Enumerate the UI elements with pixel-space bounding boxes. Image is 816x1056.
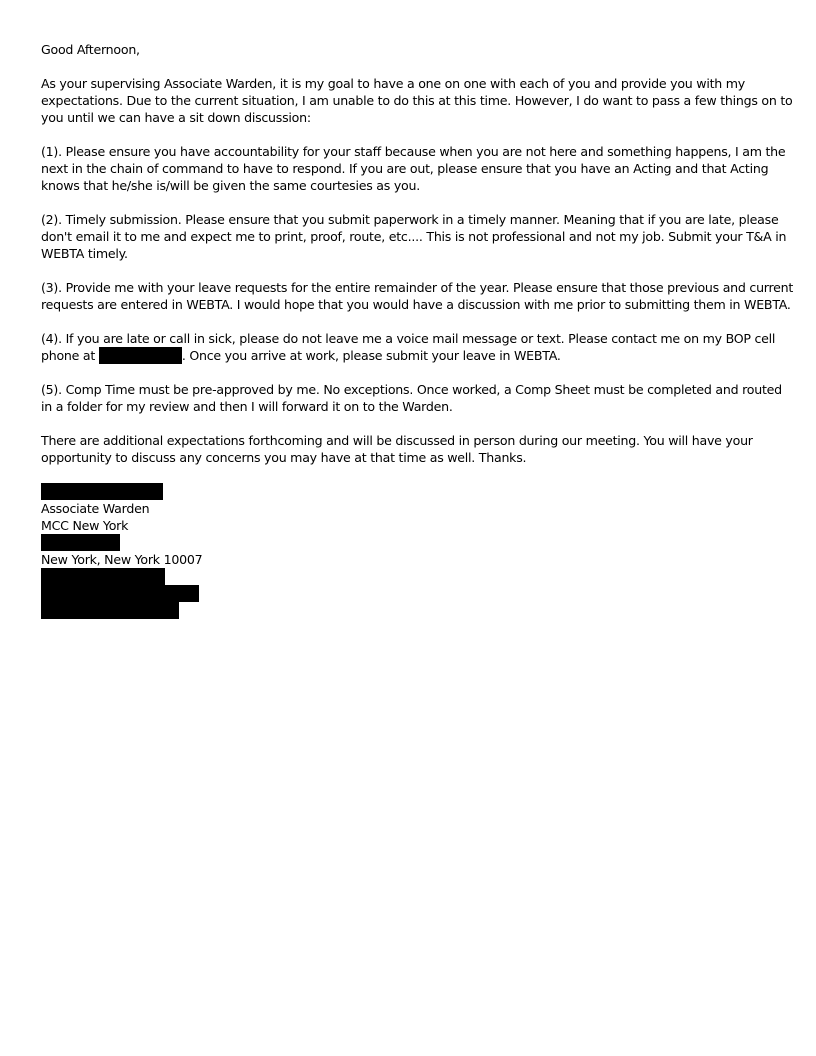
redacted-sender-name	[41, 483, 163, 500]
item-5-line: in a folder for my review and then I will forward it on to the Warden.	[41, 399, 453, 414]
signature-block	[41, 483, 776, 619]
intro-paragraph	[41, 75, 793, 126]
item-5-paragraph	[41, 381, 782, 415]
item-3-paragraph	[41, 279, 794, 313]
closing-line: opportunity to discuss any concerns you may have at that time as well. Thanks.	[41, 450, 527, 465]
item-4-paragraph	[41, 330, 776, 364]
greeting: Good Afternoon,	[41, 42, 140, 57]
redacted-contact-line-3	[41, 602, 179, 619]
closing-line: There are additional expectations forthcoming and will be discussed in person during our meeting. You will have your	[41, 433, 753, 448]
item-3-line: requests are entered in WEBTA. I would hope that you would have a discussion with me prior to submitting them in WEBTA.	[41, 297, 791, 312]
redacted-contact-line-2	[41, 585, 199, 602]
intro-line: expectations. Due to the current situation, I am unable to do this at this time. However, I do want to pass a few things on to	[41, 93, 793, 108]
item-2-line: don't email it to me and expect me to print, proof, route, etc.... This is not professional and not my job. Submit your T&A in	[41, 229, 787, 244]
item-4-line: (4). If you are late or call in sick, please do not leave me a voice mail message or text. Please contact me on my BOP cell	[41, 331, 776, 346]
item-5-line: (5). Comp Time must be pre-approved by me. No exceptions. Once worked, a Comp Sheet must be completed and routed	[41, 382, 782, 397]
closing-paragraph	[41, 432, 776, 466]
signature-facility: MCC New York	[41, 518, 129, 533]
item-2-line: (2). Timely submission. Please ensure that you submit paperwork in a timely manner. Meaning that if you are late, please	[41, 212, 779, 227]
signature-city: New York, New York 10007	[41, 552, 203, 567]
item-1-line: knows that he/she is/will be given the same courtesies as you.	[41, 178, 420, 193]
item-1-line: next in the chain of command to have to respond. If you are out, please ensure that you have an Acting and that Acting	[41, 161, 769, 176]
redacted-contact-line-1	[41, 568, 165, 585]
item-1-paragraph	[41, 143, 786, 194]
item-2-line: WEBTA timely.	[41, 246, 128, 261]
redacted-phone-number	[99, 347, 182, 364]
item-4-line-rest: . Once you arrive at work, please submit your leave in WEBTA.	[181, 348, 561, 363]
redacted-street-address	[41, 534, 120, 551]
signature-title: Associate Warden	[41, 501, 150, 516]
email-body	[41, 41, 794, 619]
item-3-line: (3). Provide me with your leave requests for the entire remainder of the year. Please ensure that those previous and current	[41, 280, 794, 295]
item-1-line: (1). Please ensure you have accountability for your staff because when you are not here and something happens, I am the	[41, 144, 786, 159]
item-4-line-phone	[41, 347, 776, 364]
phone-label: phone at	[41, 348, 99, 363]
intro-line: you until we can have a sit down discussion:	[41, 110, 311, 125]
item-2-paragraph	[41, 211, 787, 262]
intro-line: As your supervising Associate Warden, it is my goal to have a one on one with each of you and provide you with my	[41, 76, 745, 91]
